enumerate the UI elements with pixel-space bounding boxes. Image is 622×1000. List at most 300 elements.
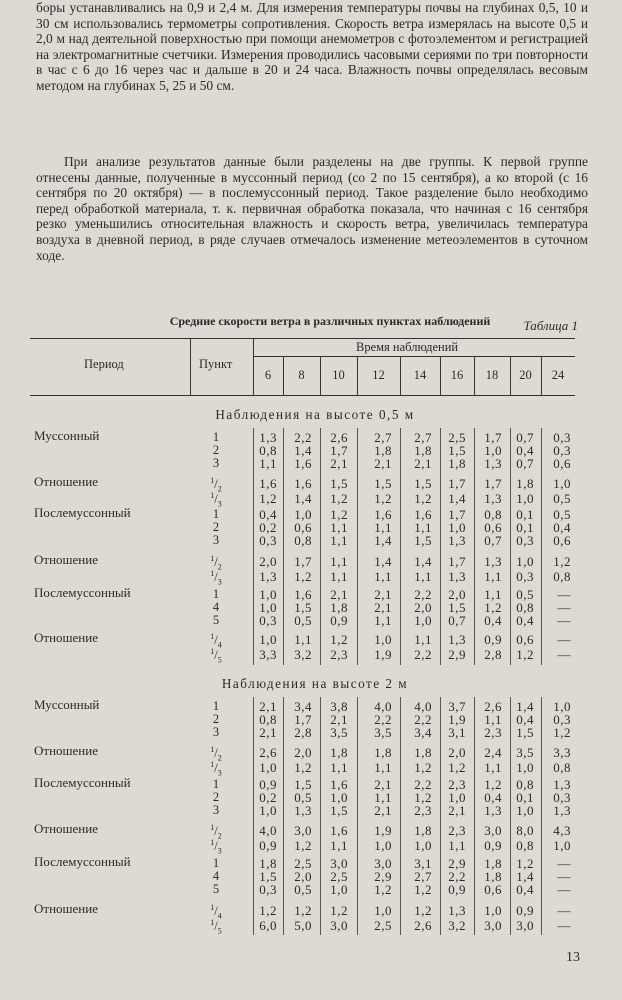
table-cell: 1,1 — [414, 632, 432, 647]
table-cell: 1,2 — [414, 760, 432, 775]
table-cell: 1,5 — [414, 476, 432, 491]
point-id: 1 — [212, 507, 220, 521]
table-cell: — — [557, 587, 571, 602]
table-cell: 3,5 — [374, 725, 392, 740]
table-cell: 1,6 — [374, 507, 392, 522]
group-label: Отношение — [34, 552, 98, 567]
point-id: 3 — [212, 456, 220, 470]
table-cell: 1,0 — [516, 491, 534, 506]
table-cell: 0,8 — [294, 533, 312, 548]
table-header-bottom-rule — [30, 395, 575, 396]
table-cell: 1,4 — [374, 533, 392, 548]
point-id: $^1/_2$ — [210, 476, 222, 494]
table-cell: 1,5 — [516, 725, 534, 740]
table-cell: 1,8 — [516, 476, 534, 491]
table-cell: 1,9 — [374, 823, 392, 838]
table-cell: 1,1 — [330, 554, 348, 569]
table-cell: 2,9 — [448, 856, 466, 871]
table-cell: 2,6 — [414, 918, 432, 933]
point-id: $^1/_5$ — [210, 918, 222, 936]
point-id: 3 — [212, 533, 220, 547]
column-divider — [357, 428, 358, 665]
point-id: $^1/_4$ — [210, 632, 222, 650]
point-id: 4 — [212, 869, 220, 883]
table-cell: 3,0 — [330, 918, 348, 933]
table-cell: 1,1 — [414, 569, 432, 584]
table-cell: 0,1 — [516, 520, 534, 535]
table-cell: 1,2 — [294, 838, 312, 853]
point-id: $^1/_2$ — [210, 745, 222, 763]
table-cell: 4,0 — [414, 699, 432, 714]
table-cell: 1,3 — [259, 569, 277, 584]
table-cell: 1,2 — [374, 491, 392, 506]
table-cell: 1,4 — [414, 554, 432, 569]
table-cell: 1,0 — [516, 554, 534, 569]
column-divider — [400, 428, 401, 665]
table-cell: 2,2 — [414, 647, 432, 662]
table-cell: 1,3 — [484, 456, 502, 471]
table-cell: 1,6 — [330, 823, 348, 838]
section-title: Наблюдения на высоте 0,5 м — [215, 407, 415, 422]
table-cell: 0,2 — [259, 520, 277, 535]
table-cell: 0,4 — [484, 790, 502, 805]
table-cell: 3,2 — [448, 918, 466, 933]
table-cell: 1,2 — [294, 903, 312, 918]
table-cell: 2,2 — [294, 430, 312, 445]
column-divider — [320, 428, 321, 665]
table-cell: 1,2 — [414, 491, 432, 506]
table-cell: 1,1 — [414, 520, 432, 535]
group-label: Муссонный — [34, 697, 100, 712]
table-cell: 1,2 — [516, 647, 534, 662]
table-cell: 1,2 — [294, 569, 312, 584]
table-cell: 1,1 — [374, 790, 392, 805]
table-cell: 1,8 — [484, 869, 502, 884]
table-cell: 1,1 — [374, 760, 392, 775]
header-hour: 24 — [551, 368, 565, 382]
table-cell: 0,3 — [259, 533, 277, 548]
table-cell: 1,5 — [294, 777, 312, 792]
table-cell: 1,3 — [259, 430, 277, 445]
table-cell: 2,2 — [374, 712, 392, 727]
table-cell: 1,1 — [330, 760, 348, 775]
table-cell: 1,4 — [516, 869, 534, 884]
table-cell: 1,0 — [330, 790, 348, 805]
table-cell: 1,2 — [330, 903, 348, 918]
column-divider — [510, 428, 511, 665]
table-cell: 1,4 — [294, 491, 312, 506]
table-cell: 1,2 — [374, 882, 392, 897]
table-cell: 1,0 — [553, 838, 571, 853]
table-cell: 2,6 — [330, 430, 348, 445]
table-cell: 0,5 — [553, 507, 571, 522]
table-cell: 4,3 — [553, 823, 571, 838]
table-cell: 1,7 — [484, 476, 502, 491]
header-divider-point — [253, 338, 254, 395]
table-cell: 2,2 — [448, 869, 466, 884]
table-cell: 1,3 — [448, 533, 466, 548]
table-cell: 1,0 — [374, 632, 392, 647]
table-cell: 1,0 — [414, 838, 432, 853]
table-cell: 1,0 — [374, 903, 392, 918]
table-cell: 1,8 — [484, 856, 502, 871]
table-cell: 2,3 — [414, 803, 432, 818]
table-cell: 3,8 — [330, 699, 348, 714]
table-cell: 1,3 — [448, 903, 466, 918]
header-column-divider — [320, 357, 321, 395]
table-cell: 1,3 — [484, 491, 502, 506]
table-cell: 2,8 — [484, 647, 502, 662]
table-cell: 0,8 — [553, 569, 571, 584]
table-cell: 1,8 — [330, 745, 348, 760]
table-cell: — — [557, 647, 571, 662]
header-hour: 14 — [413, 368, 427, 382]
point-id: 3 — [212, 803, 220, 817]
column-divider — [541, 697, 542, 935]
column-divider — [253, 697, 254, 935]
header-column-divider — [357, 357, 358, 395]
column-divider — [283, 697, 284, 935]
table-cell: 1,6 — [294, 476, 312, 491]
column-divider — [400, 697, 401, 935]
table-cell: 1,0 — [484, 443, 502, 458]
point-id: $^1/_5$ — [210, 647, 222, 665]
table-number: Таблица 1 — [523, 318, 578, 333]
header-column-divider — [541, 357, 542, 395]
column-divider — [357, 697, 358, 935]
table-cell: 4,0 — [259, 823, 277, 838]
table-cell: 2,1 — [330, 587, 348, 602]
table-cell: 1,0 — [374, 838, 392, 853]
table-cell: 2,0 — [294, 745, 312, 760]
point-id: 2 — [212, 712, 220, 726]
table-cell: 2,3 — [448, 823, 466, 838]
table-cell: 1,1 — [484, 760, 502, 775]
table-cell: 0,6 — [553, 456, 571, 471]
point-id: 1 — [212, 777, 220, 791]
table-cell: 1,5 — [448, 600, 466, 615]
table-cell: 1,1 — [484, 569, 502, 584]
table-cell: 1,1 — [294, 632, 312, 647]
group-label: Послемуссонный — [34, 585, 131, 600]
column-divider — [320, 697, 321, 935]
table-cell: 0,6 — [553, 533, 571, 548]
table-cell: 1,7 — [448, 507, 466, 522]
table-cell: 0,3 — [553, 712, 571, 727]
table-cell: 3,0 — [294, 823, 312, 838]
table-cell: — — [557, 903, 571, 918]
table-cell: 0,2 — [259, 790, 277, 805]
header-column-divider — [474, 357, 475, 395]
table-cell: 1,2 — [330, 491, 348, 506]
table-cell: 0,4 — [516, 443, 534, 458]
table-cell: 1,0 — [259, 600, 277, 615]
column-divider — [474, 697, 475, 935]
table-cell: 8,0 — [516, 823, 534, 838]
table-cell: 1,8 — [374, 443, 392, 458]
time-header-rule — [253, 356, 575, 357]
table-cell: 1,0 — [448, 790, 466, 805]
group-label: Отношение — [34, 474, 98, 489]
table-cell: 1,3 — [553, 777, 571, 792]
table-cell: 1,1 — [484, 587, 502, 602]
table-cell: 1,2 — [259, 903, 277, 918]
point-id: 1 — [212, 856, 220, 870]
group-label: Отношение — [34, 901, 98, 916]
table-cell: 0,3 — [516, 533, 534, 548]
table-cell: 2,6 — [259, 745, 277, 760]
table-cell: 1,3 — [448, 569, 466, 584]
header-hour: 18 — [485, 368, 499, 382]
table-cell: 1,9 — [374, 647, 392, 662]
table-cell: 0,6 — [294, 520, 312, 535]
table-cell: 3,0 — [516, 918, 534, 933]
header-period: Период — [84, 357, 124, 371]
header-hour: 12 — [372, 368, 385, 382]
table-cell: 1,2 — [414, 882, 432, 897]
table-cell: 1,4 — [448, 491, 466, 506]
table-cell: 1,2 — [330, 632, 348, 647]
table-cell: 0,7 — [516, 456, 534, 471]
table-cell: 0,9 — [484, 838, 502, 853]
table-cell: 1,1 — [330, 533, 348, 548]
table-cell: 1,0 — [516, 760, 534, 775]
table-cell: 1,6 — [414, 507, 432, 522]
table-cell: 1,1 — [374, 520, 392, 535]
table-cell: 2,7 — [414, 430, 432, 445]
table-cell: 2,1 — [374, 587, 392, 602]
table-cell: 1,1 — [484, 712, 502, 727]
table-cell: 3,5 — [330, 725, 348, 740]
table-cell: 1,7 — [484, 430, 502, 445]
header-column-divider — [440, 357, 441, 395]
table-cell: 3,4 — [294, 699, 312, 714]
group-label: Отношение — [34, 821, 98, 836]
table-cell: 1,8 — [259, 856, 277, 871]
table-cell: 1,3 — [484, 803, 502, 818]
point-id: $^1/_2$ — [210, 823, 222, 841]
table-cell: 2,9 — [448, 647, 466, 662]
table-cell: 1,8 — [414, 745, 432, 760]
header-column-divider — [283, 357, 284, 395]
column-divider — [440, 697, 441, 935]
table-cell: 3,0 — [330, 856, 348, 871]
table-cell: 2,5 — [294, 856, 312, 871]
table-cell: — — [557, 600, 571, 615]
group-label: Отношение — [34, 630, 98, 645]
header-hour: 20 — [519, 368, 532, 382]
table-cell: 0,8 — [516, 600, 534, 615]
table-cell: 2,1 — [414, 456, 432, 471]
table-title: Средние скорости ветра в различных пунктах наблюдений — [169, 314, 491, 328]
point-id: 4 — [212, 600, 220, 614]
column-divider — [440, 428, 441, 665]
table-cell: 2,7 — [374, 430, 392, 445]
table-cell: 2,1 — [374, 803, 392, 818]
table-cell: 3,3 — [259, 647, 277, 662]
table-cell: 2,1 — [374, 777, 392, 792]
header-hour: 8 — [298, 368, 305, 382]
table-cell: 2,0 — [414, 600, 432, 615]
table-cell: 2,2 — [414, 712, 432, 727]
table-cell: 0,4 — [259, 507, 277, 522]
column-divider — [283, 428, 284, 665]
table-cell: 1,7 — [448, 554, 466, 569]
group-label: Послемуссонный — [34, 775, 131, 790]
point-id: $^1/_3$ — [210, 491, 222, 509]
table-cell: 2,5 — [330, 869, 348, 884]
table-cell: 1,4 — [374, 554, 392, 569]
table-cell: 3,2 — [294, 647, 312, 662]
table-cell: 1,3 — [553, 803, 571, 818]
table-cell: 3,4 — [414, 725, 432, 740]
table-cell: 2,3 — [448, 777, 466, 792]
table-cell: 0,5 — [294, 882, 312, 897]
table-cell: 0,8 — [516, 777, 534, 792]
table-cell: 1,0 — [553, 476, 571, 491]
table-cell: 1,5 — [414, 533, 432, 548]
table-cell: 3,5 — [516, 745, 534, 760]
table-cell: 0,1 — [516, 507, 534, 522]
table-cell: 1,7 — [330, 443, 348, 458]
table-cell: 1,5 — [330, 803, 348, 818]
table-cell: 1,2 — [484, 600, 502, 615]
table-cell: 1,0 — [553, 699, 571, 714]
table-cell: 1,5 — [374, 476, 392, 491]
point-id: $^1/_2$ — [210, 554, 222, 572]
header-hour: 16 — [450, 368, 464, 382]
paragraph-1 — [36, 0, 588, 94]
table-cell: 2,2 — [414, 587, 432, 602]
table-cell: 1,3 — [294, 803, 312, 818]
table-cell: 1,2 — [330, 507, 348, 522]
table-cell: — — [557, 918, 571, 933]
header-divider-period — [190, 338, 191, 395]
table-cell: 1,6 — [259, 476, 277, 491]
group-label: Послемуссонный — [34, 505, 131, 520]
table-cell: 1,1 — [330, 569, 348, 584]
point-id: 2 — [212, 520, 220, 534]
header-column-divider — [510, 357, 511, 395]
point-id: 1 — [212, 430, 220, 444]
table-cell: 0,7 — [448, 613, 466, 628]
table-cell: 2,6 — [484, 699, 502, 714]
table-cell: 1,2 — [553, 554, 571, 569]
page-number: 13 — [566, 950, 580, 965]
table-cell: 0,4 — [516, 712, 534, 727]
table-cell: 1,2 — [484, 777, 502, 792]
table-cell: 4,0 — [374, 699, 392, 714]
table-cell: 3,1 — [448, 725, 466, 740]
header-hour: 10 — [332, 368, 345, 382]
table-cell: 1,8 — [414, 823, 432, 838]
table-cell: 0,3 — [516, 569, 534, 584]
table-cell: 1,4 — [294, 443, 312, 458]
table-cell: 3,1 — [414, 856, 432, 871]
table-cell: 1,6 — [330, 777, 348, 792]
table-cell: — — [557, 869, 571, 884]
table-cell: 2,4 — [484, 745, 502, 760]
table-cell: 0,3 — [259, 613, 277, 628]
table-cell: 1,2 — [414, 790, 432, 805]
table-cell: — — [557, 882, 571, 897]
table-cell: 0,6 — [516, 632, 534, 647]
point-id: 1 — [212, 699, 220, 713]
table-cell: 0,8 — [553, 760, 571, 775]
table-cell: 1,2 — [553, 725, 571, 740]
point-id: 2 — [212, 443, 220, 457]
table-cell: 1,3 — [448, 632, 466, 647]
table-cell: — — [557, 632, 571, 647]
header-point: Пункт — [199, 357, 233, 371]
group-label: Отношение — [34, 743, 98, 758]
table-cell: 2,0 — [294, 869, 312, 884]
table-cell: 0,5 — [553, 491, 571, 506]
point-id: $^1/_3$ — [210, 838, 222, 856]
column-divider — [474, 428, 475, 665]
point-id: $^1/_3$ — [210, 569, 222, 587]
table-cell: 2,1 — [448, 803, 466, 818]
table-cell: 1,0 — [330, 882, 348, 897]
table-top-rule — [30, 338, 575, 339]
group-label: Муссонный — [34, 428, 100, 443]
table-cell: 2,8 — [294, 725, 312, 740]
table-cell: 0,9 — [259, 777, 277, 792]
table-cell: 2,1 — [374, 456, 392, 471]
table-cell: 0,4 — [553, 520, 571, 535]
table-cell: 2,5 — [448, 430, 466, 445]
paragraph-2 — [36, 154, 588, 263]
table-cell: 2,9 — [374, 869, 392, 884]
point-id: 2 — [212, 790, 220, 804]
table-cell: 2,1 — [374, 600, 392, 615]
table-cell: 1,0 — [448, 520, 466, 535]
header-column-divider — [400, 357, 401, 395]
table-cell: 0,1 — [516, 790, 534, 805]
table-cell: 1,1 — [330, 520, 348, 535]
table-cell: 2,1 — [330, 712, 348, 727]
table-cell: 2,3 — [484, 725, 502, 740]
table-cell: — — [557, 856, 571, 871]
column-divider — [510, 697, 511, 935]
table-cell: 1,9 — [448, 712, 466, 727]
table-cell: 1,1 — [259, 456, 277, 471]
table-cell: 1,8 — [414, 443, 432, 458]
table-cell: 1,7 — [294, 712, 312, 727]
paragraph-1-text: боры устанавливались на 0,9 и 2,4 м. Для измерения температуры почвы на глубинах 0,5, 10 и 30 см использовались термометры сопротивления. Скорость ветра измерялась на высоте 0,5 и 2,0 м над деятельной поверхностью при помощи анемометров с фотоэлементом и регистрацией на электромагнитные счетчики. Измерения проводились часовыми сериями по три повторности в час с 6 до 16 через час и дальше в 20 и 24 часа. Влажность почвы определялась весовым методом на глубинах 5, 25 и 50 см. — [36, 0, 588, 93]
table-cell: 0,9 — [448, 882, 466, 897]
table-cell: 0,9 — [259, 838, 277, 853]
table-cell: 0,6 — [484, 520, 502, 535]
point-id: 5 — [212, 613, 220, 627]
point-id: $^1/_3$ — [210, 760, 222, 778]
table-cell: 1,5 — [448, 443, 466, 458]
table-cell: 2,0 — [448, 587, 466, 602]
table-cell: 0,3 — [553, 790, 571, 805]
table-cell: 1,0 — [484, 903, 502, 918]
table-cell: 1,0 — [516, 803, 534, 818]
table-cell: 3,7 — [448, 699, 466, 714]
table-cell: 2,1 — [259, 699, 277, 714]
table-cell: 0,8 — [259, 712, 277, 727]
table-cell: 1,8 — [374, 745, 392, 760]
table-cell: 2,0 — [448, 745, 466, 760]
table-cell: 2,1 — [330, 456, 348, 471]
header-time: Время наблюдений — [356, 340, 459, 354]
table-cell: 0,4 — [516, 882, 534, 897]
header-hour: 6 — [264, 368, 272, 382]
paragraph-2-text: При анализе результатов данные были разделены на две группы. К первой группе отнесены данные, полученные в муссонный период (со 2 по 15 сентября), а ко второй (с 16 сентября по 20 октября) — в послемуссонный период. Такое разделение было необходимо перед обработкой материала, т. к. первичная обработка показала, что начиная с 16 сентября резко уменьшились относительная влажность и скорость ветра, увеличилась температура воздуха в дневной период, в ряде случаев отмечалось изменение метеоэлементов в суточном ходе. — [36, 154, 588, 263]
